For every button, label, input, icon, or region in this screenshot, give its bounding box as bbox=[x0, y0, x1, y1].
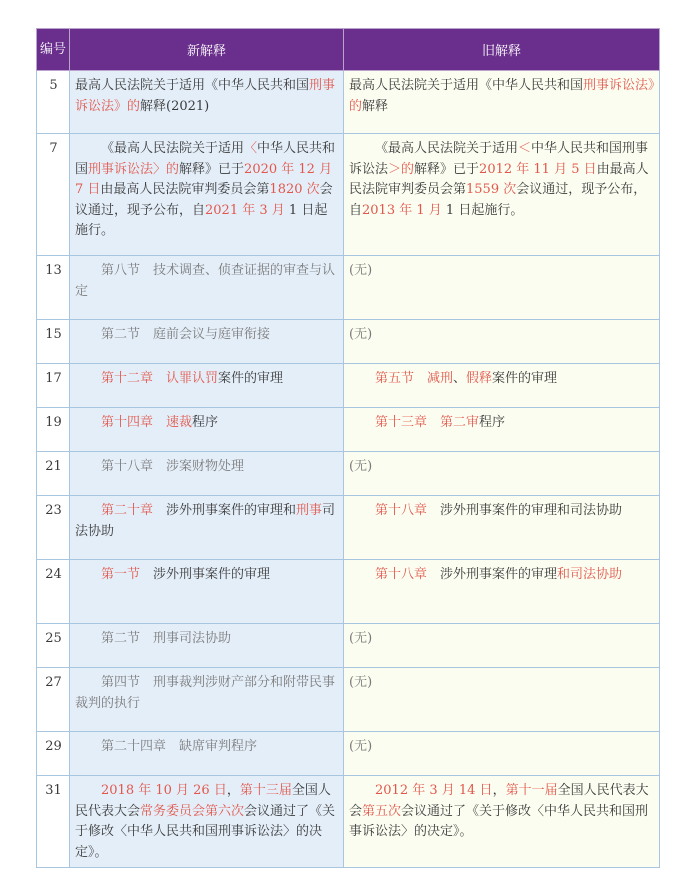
text-segment: 第二十四章 缺席审判程序 bbox=[101, 739, 258, 754]
highlighted-text: 常务委员会第六次 bbox=[140, 803, 245, 819]
table-row bbox=[37, 320, 660, 364]
text-segment: 、 bbox=[453, 371, 467, 386]
text-segment: 第八节 技术调查、侦查证据的审查与认定 bbox=[75, 263, 336, 299]
highlighted-text: 1820 次 bbox=[269, 182, 320, 197]
text-segment: (无) bbox=[349, 739, 373, 754]
old-text bbox=[344, 364, 660, 408]
text-segment: ， bbox=[492, 783, 506, 798]
old-text bbox=[344, 320, 660, 364]
text-segment: 会议通过了《关于修改〈中华人民共和国刑事诉讼法〉的决定》。 bbox=[75, 803, 336, 860]
text-segment: 第二节 刑事司法协助 bbox=[101, 631, 232, 646]
table-row bbox=[37, 408, 660, 452]
old-text bbox=[344, 256, 660, 320]
highlighted-text: 第五节 减刑 bbox=[375, 371, 454, 386]
text-segment: 1 日起施行。 bbox=[75, 202, 328, 238]
new-text bbox=[70, 320, 344, 364]
highlighted-text: ＞的 bbox=[388, 161, 415, 177]
text-segment: 解释 bbox=[362, 98, 389, 114]
old-text bbox=[344, 452, 660, 496]
new-text bbox=[70, 364, 344, 408]
row-number: 5 bbox=[37, 71, 70, 134]
table-row bbox=[37, 732, 660, 776]
highlighted-text: 2018 年 10 月 26 日 bbox=[101, 783, 227, 798]
row-number: 13 bbox=[37, 256, 70, 320]
text-segment: 涉外刑事案件的审理 bbox=[427, 567, 558, 582]
highlighted-text: 第十四章 速裁 bbox=[101, 415, 193, 430]
highlighted-text: 第一节 bbox=[101, 567, 141, 582]
row-number: 25 bbox=[37, 624, 70, 668]
new-text bbox=[70, 256, 344, 320]
highlighted-text: 2012 年 3 月 14 日 bbox=[375, 783, 493, 798]
old-text bbox=[344, 496, 660, 560]
text-segment: 第十八章 涉案财物处理 bbox=[101, 459, 245, 474]
old-text bbox=[344, 776, 660, 868]
comparison-table bbox=[36, 28, 660, 868]
highlighted-text: 第十八章 bbox=[375, 503, 428, 518]
highlighted-text: 〈 bbox=[244, 141, 258, 156]
highlighted-text: 2012 年 11 月 5 日 bbox=[479, 161, 597, 177]
row-number: 31 bbox=[37, 776, 70, 868]
text-segment: 解释》已于 bbox=[414, 161, 480, 177]
table-row bbox=[37, 452, 660, 496]
row-number: 23 bbox=[37, 496, 70, 560]
highlighted-text: ＜ bbox=[518, 141, 532, 156]
text-segment: 解释》已于 bbox=[179, 161, 245, 177]
text-segment: (无) bbox=[349, 459, 373, 474]
row-number: 21 bbox=[37, 452, 70, 496]
text-segment: 由最高人民法院审判委员会第 bbox=[349, 161, 649, 197]
highlighted-text: 刑事诉讼法》的 bbox=[75, 78, 336, 114]
text-segment: 程序 bbox=[192, 415, 219, 430]
text-segment: 会议通过了《关于修改〈中华人民共和国刑事诉讼法〉的决定》。 bbox=[349, 803, 649, 839]
highlighted-text: 第十三章 第二审 bbox=[375, 415, 480, 430]
text-segment: 第四节 刑事裁判涉财产部分和附带民事裁判的执行 bbox=[75, 675, 336, 711]
text-segment: (无) bbox=[349, 631, 373, 646]
old-text bbox=[344, 668, 660, 732]
table-header-row bbox=[37, 29, 660, 71]
text-segment: 涉外刑事案件的审理和 bbox=[153, 503, 297, 518]
text-segment: 程序 bbox=[479, 415, 506, 430]
text-segment: 中华人民共和国刑事诉讼法 bbox=[349, 141, 649, 177]
highlighted-text: 刑事诉讼法〉的 bbox=[88, 161, 180, 177]
highlighted-text: 刑事诉讼法》的 bbox=[349, 78, 655, 114]
new-text bbox=[70, 732, 344, 776]
highlighted-text: 1559 次 bbox=[466, 182, 517, 197]
row-number: 15 bbox=[37, 320, 70, 364]
text-segment: 全国人民代表大会 bbox=[349, 783, 649, 819]
old-text bbox=[344, 560, 660, 624]
highlighted-text: 假释 bbox=[466, 371, 493, 386]
table-row bbox=[37, 71, 660, 134]
row-number: 29 bbox=[37, 732, 70, 776]
old-text bbox=[344, 408, 660, 452]
row-number: 24 bbox=[37, 560, 70, 624]
header-new-interpretation: 新解释 bbox=[70, 29, 344, 71]
new-text bbox=[70, 560, 344, 624]
header-number: 编号 bbox=[37, 29, 70, 71]
new-text bbox=[70, 452, 344, 496]
text-segment: 涉外刑事案件的审理和司法协助 bbox=[427, 503, 623, 518]
old-text bbox=[344, 71, 660, 134]
text-segment: 全国人民代表大会 bbox=[75, 783, 331, 819]
old-text bbox=[344, 624, 660, 668]
row-number: 7 bbox=[37, 134, 70, 256]
new-text bbox=[70, 71, 344, 134]
text-segment: 会议通过，现予公布，自 bbox=[349, 182, 647, 218]
highlighted-text: 第十一届 bbox=[505, 783, 558, 798]
table-row bbox=[37, 256, 660, 320]
new-text bbox=[70, 134, 344, 256]
header-old-interpretation: 旧解释 bbox=[344, 29, 660, 71]
highlighted-text: 第十三届 bbox=[239, 783, 292, 798]
text-segment: 案件的审理 bbox=[218, 371, 284, 386]
table-row bbox=[37, 496, 660, 560]
table-row bbox=[37, 134, 660, 256]
old-text bbox=[344, 732, 660, 776]
table-row bbox=[37, 776, 660, 868]
row-number: 19 bbox=[37, 408, 70, 452]
text-segment: (无) bbox=[349, 327, 373, 342]
new-text bbox=[70, 776, 344, 868]
highlighted-text: 2013 年 1 月 bbox=[362, 202, 442, 218]
text-segment: 最高人民法院关于适用《中华人民共和国 bbox=[349, 78, 584, 93]
text-segment: 1 日起施行。 bbox=[441, 202, 524, 218]
text-segment: 解释(2021) bbox=[140, 98, 210, 114]
table-row bbox=[37, 624, 660, 668]
text-segment: 《最高人民法院关于适用 bbox=[101, 141, 245, 156]
text-segment: 第二节 庭前会议与庭审衔接 bbox=[101, 327, 271, 342]
highlighted-text: 2021 年 3 月 bbox=[205, 202, 285, 218]
highlighted-text: 2020 年 12 月 7 日 bbox=[75, 161, 333, 197]
text-segment: ， bbox=[226, 783, 240, 798]
new-text bbox=[70, 668, 344, 732]
new-text bbox=[70, 624, 344, 668]
new-text bbox=[70, 408, 344, 452]
highlighted-text: 和司法协助 bbox=[557, 567, 623, 582]
text-segment: 涉外刑事案件的审理 bbox=[140, 567, 271, 582]
text-segment: 《最高人民法院关于适用 bbox=[375, 141, 519, 156]
text-segment: 会议通过，现予公布，自 bbox=[75, 182, 333, 218]
row-number: 17 bbox=[37, 364, 70, 408]
old-text bbox=[344, 134, 660, 256]
text-segment: (无) bbox=[349, 263, 373, 278]
row-number: 27 bbox=[37, 668, 70, 732]
highlighted-text: 第十二章 认罪认罚 bbox=[101, 371, 219, 386]
text-segment: 最高人民法院关于适用《中华人民共和国 bbox=[75, 78, 310, 93]
text-segment: 司法协助 bbox=[75, 503, 336, 539]
table-row bbox=[37, 364, 660, 408]
highlighted-text: 第二十章 bbox=[101, 503, 154, 518]
highlighted-text: 刑事 bbox=[296, 503, 323, 518]
text-segment: (无) bbox=[349, 675, 373, 690]
text-segment: 由最高人民法院审判委员会第 bbox=[100, 182, 270, 197]
highlighted-text: 第五次 bbox=[362, 803, 402, 819]
table-row bbox=[37, 668, 660, 732]
text-segment: 案件的审理 bbox=[492, 371, 558, 386]
new-text bbox=[70, 496, 344, 560]
text-segment: 中华人民共和国 bbox=[75, 141, 336, 177]
highlighted-text: 第十八章 bbox=[375, 567, 428, 582]
table-row bbox=[37, 560, 660, 624]
